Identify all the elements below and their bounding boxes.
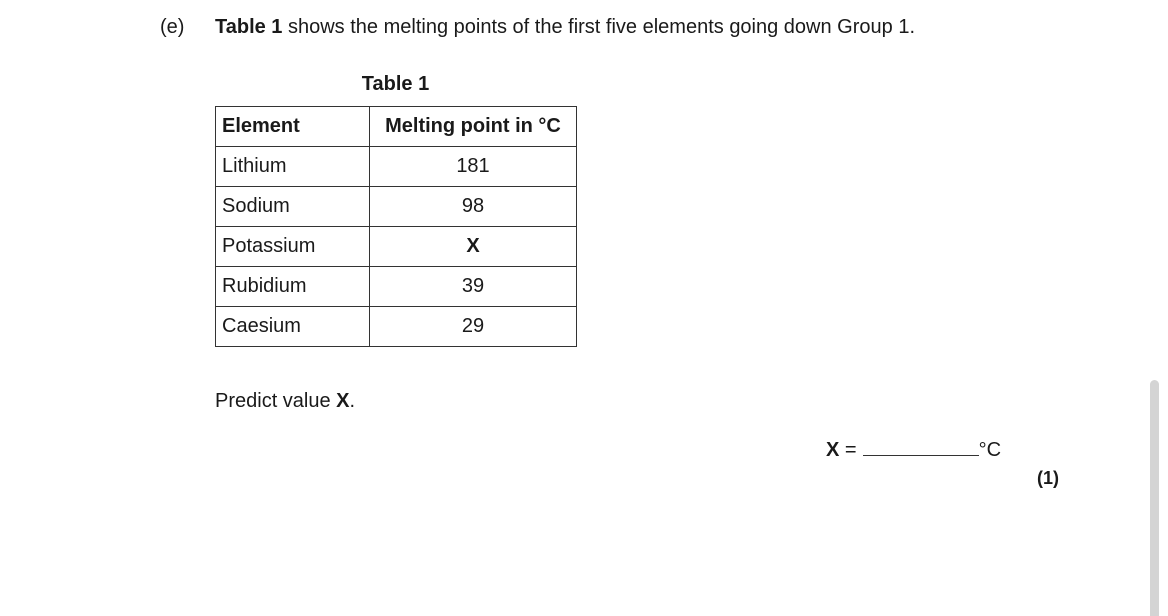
element-cell: Lithium bbox=[216, 147, 370, 187]
header-element: Element bbox=[216, 107, 370, 147]
question-body: shows the melting points of the first five elements going down Group 1. bbox=[282, 16, 915, 38]
table-row bbox=[216, 187, 577, 227]
element-cell: Caesium bbox=[216, 307, 370, 347]
answer-unit: °C bbox=[978, 439, 1002, 461]
element-cell: Potassium bbox=[216, 227, 370, 267]
table-header-row bbox=[216, 107, 577, 147]
scrollbar-thumb[interactable] bbox=[1150, 380, 1159, 616]
element-cell: Rubidium bbox=[216, 267, 370, 307]
melting-point-cell: 181 bbox=[370, 147, 577, 187]
melting-point-cell: 39 bbox=[370, 267, 577, 307]
melting-point-cell: 29 bbox=[370, 307, 577, 347]
melting-point-cell: 98 bbox=[370, 187, 577, 227]
table-caption: Table 1 bbox=[361, 73, 430, 95]
prompt-end: . bbox=[349, 390, 356, 412]
element-cell: Sodium bbox=[216, 187, 370, 227]
table-row bbox=[216, 227, 577, 267]
marks-label: (1) bbox=[1037, 468, 1059, 488]
table-row bbox=[216, 267, 577, 307]
question-table-ref: Table 1 bbox=[215, 16, 283, 38]
answer-equals: = bbox=[839, 439, 857, 461]
melting-point-cell-unknown: X bbox=[370, 227, 577, 267]
table-row bbox=[216, 147, 577, 187]
question-text bbox=[215, 16, 915, 39]
question-part-label: (e) bbox=[160, 16, 185, 38]
answer-blank[interactable] bbox=[863, 437, 979, 456]
melting-point-table bbox=[215, 106, 577, 347]
prompt-variable: X bbox=[336, 390, 350, 412]
prediction-prompt bbox=[215, 390, 355, 413]
answer-line bbox=[826, 437, 1001, 462]
answer-variable: X bbox=[826, 439, 840, 461]
table-row bbox=[216, 307, 577, 347]
header-melting-point: Melting point in °C bbox=[370, 107, 577, 147]
prompt-text: Predict value bbox=[215, 390, 337, 412]
